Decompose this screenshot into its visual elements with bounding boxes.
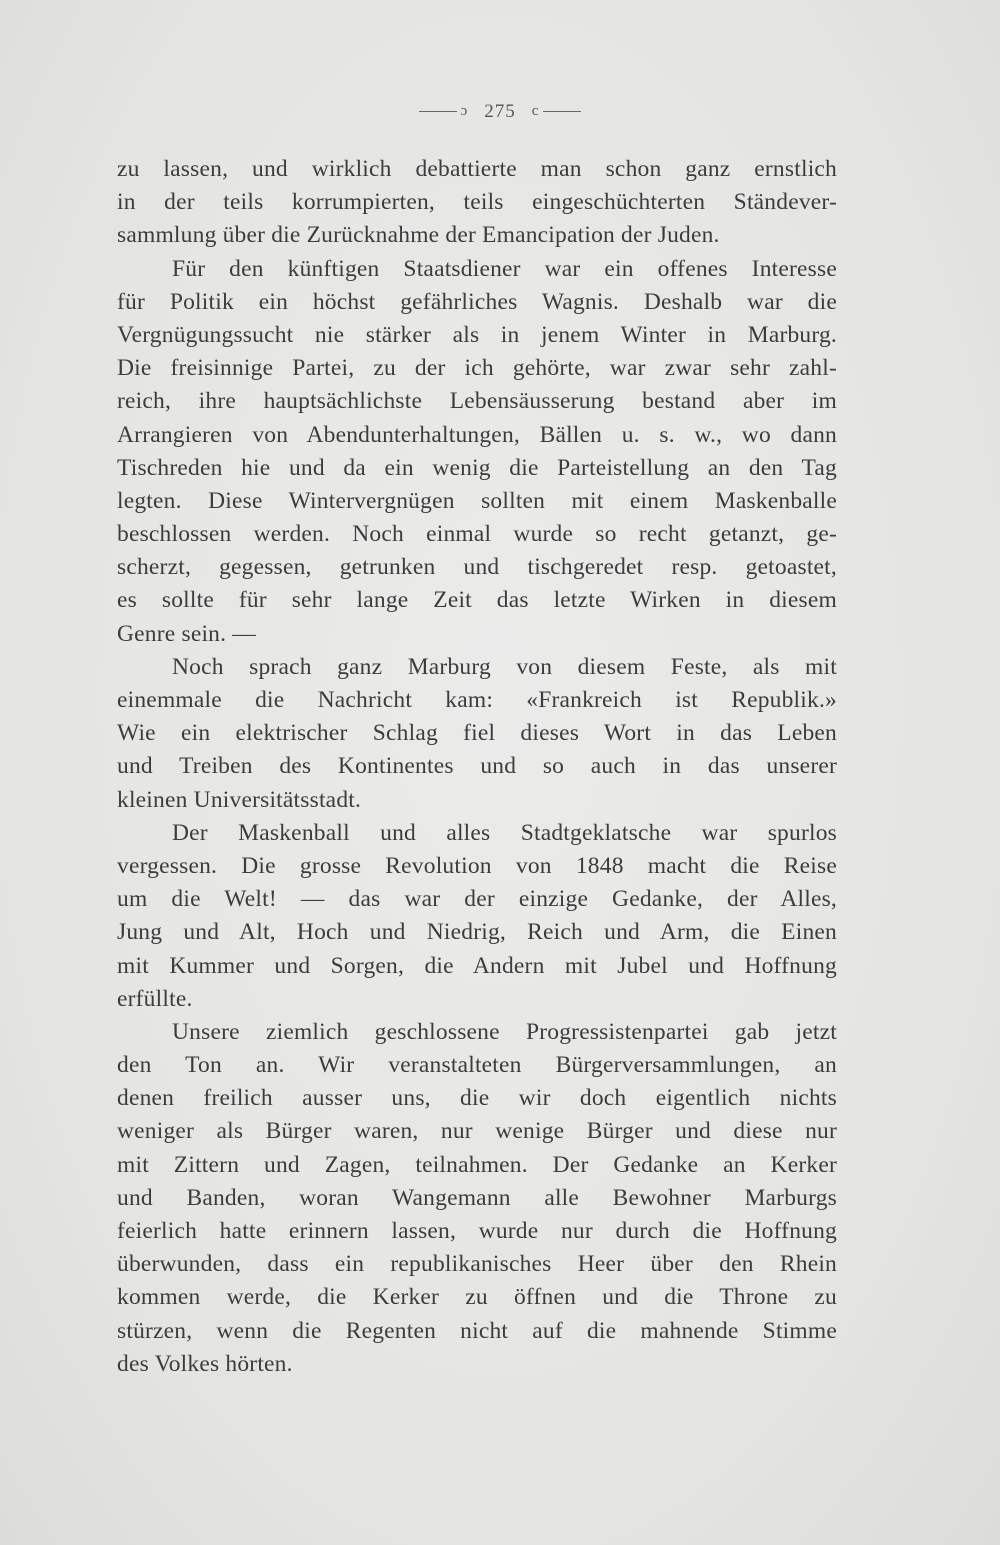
text-line: Jung und Alt, Hoch und Niedrig, Reich und Arm, die Einen — [117, 919, 837, 946]
text-line: Noch sprach ganz Marburg von diesem Feste, als mit — [172, 653, 837, 680]
text-line: den Ton an. Wir veranstalteten Bürgerversammlungen, an — [117, 1052, 837, 1079]
body-text — [117, 153, 837, 1381]
text-line: Unsere ziemlich geschlossene Progressistenpartei gab jetzt — [172, 1018, 837, 1045]
text-line: Der Maskenball und alles Stadtgeklatsche war spurlos — [172, 819, 837, 846]
header-ornament-left: ɔ — [460, 103, 469, 120]
text-line: es sollte für sehr lange Zeit das letzte Wirken in diesem — [117, 587, 837, 614]
text-line: vergessen. Die grosse Revolution von 1848 macht die Reise — [117, 852, 837, 879]
text-line: Tischreden hie und da ein wenig die Parteistellung an den Tag — [117, 454, 837, 481]
text-line: sammlung über die Zurücknahme der Emancipation der Juden. — [117, 222, 720, 249]
text-line: und Banden, woran Wangemann alle Bewohner Marburgs — [117, 1184, 837, 1211]
text-line: Für den künftigen Staatsdiener war ein offenes Interesse — [172, 255, 837, 282]
text-line: Wie ein elektrischer Schlag fiel dieses Wort in das Leben — [117, 720, 837, 747]
header-rule-left — [419, 111, 457, 112]
text-line: Arrangieren von Abendunterhaltungen, Bällen u. s. w., wo dann — [117, 421, 837, 448]
text-line: kleinen Universitätsstadt. — [117, 786, 362, 813]
text-line: und Treiben des Kontinentes und so auch in das unserer — [117, 753, 837, 780]
text-line: feierlich hatte erinnern lassen, wurde nur durch die Hoffnung — [117, 1218, 837, 1244]
text-line: mit Zittern und Zagen, teilnahmen. Der Gedanke an Kerker — [117, 1151, 837, 1178]
text-line: überwunden, dass ein republikanisches Heer über den Rhein — [117, 1251, 837, 1278]
page-number: 275 — [484, 100, 516, 122]
text-line: in der teils korrumpierten, teils eingeschüchterten Ständever- — [117, 189, 837, 216]
header-ornament-right: c — [531, 103, 540, 120]
text-line: Vergnügungssucht nie stärker als in jenem Winter in Marburg. — [117, 321, 837, 348]
text-line: Genre sein. — — [117, 620, 256, 647]
text-line: beschlossen werden. Noch einmal wurde so recht getanzt, ge- — [117, 521, 837, 548]
text-line: um die Welt! — das war der einzige Gedanke, der Alles, — [117, 886, 837, 913]
text-line: des Volkes hörten. — [117, 1350, 293, 1377]
text-line: einemmale die Nachricht kam: «Frankreich ist Republik.» — [117, 687, 837, 713]
text-line: für Politik ein höchst gefährliches Wagnis. Deshalb war die — [117, 288, 837, 315]
header-rule-right — [543, 111, 581, 112]
text-line: stürzen, wenn die Regenten nicht auf die mahnende Stimme — [117, 1317, 837, 1344]
text-line: weniger als Bürger waren, nur wenige Bürger und diese nur — [117, 1118, 837, 1145]
text-line: legten. Diese Wintervergnügen sollten mit einem Maskenballe — [117, 487, 837, 514]
text-line: Die freisinnige Partei, zu der ich gehörte, war zwar sehr zahl- — [117, 355, 837, 382]
text-line: reich, ihre hauptsächlichste Lebensäusserung bestand aber im — [117, 388, 837, 415]
text-line: erfüllte. — [117, 985, 193, 1012]
text-line: kommen werde, die Kerker zu öffnen und die Throne zu — [117, 1284, 837, 1311]
text-line: denen freilich ausser uns, die wir doch eigentlich nichts — [117, 1085, 837, 1112]
page-header — [0, 100, 1000, 123]
text-line: mit Kummer und Sorgen, die Andern mit Jubel und Hoffnung — [117, 952, 837, 979]
text-line: zu lassen, und wirklich debattierte man schon ganz ernstlich — [117, 156, 837, 182]
text-line: scherzt, gegessen, getrunken und tischgeredet resp. getoastet, — [117, 554, 837, 581]
